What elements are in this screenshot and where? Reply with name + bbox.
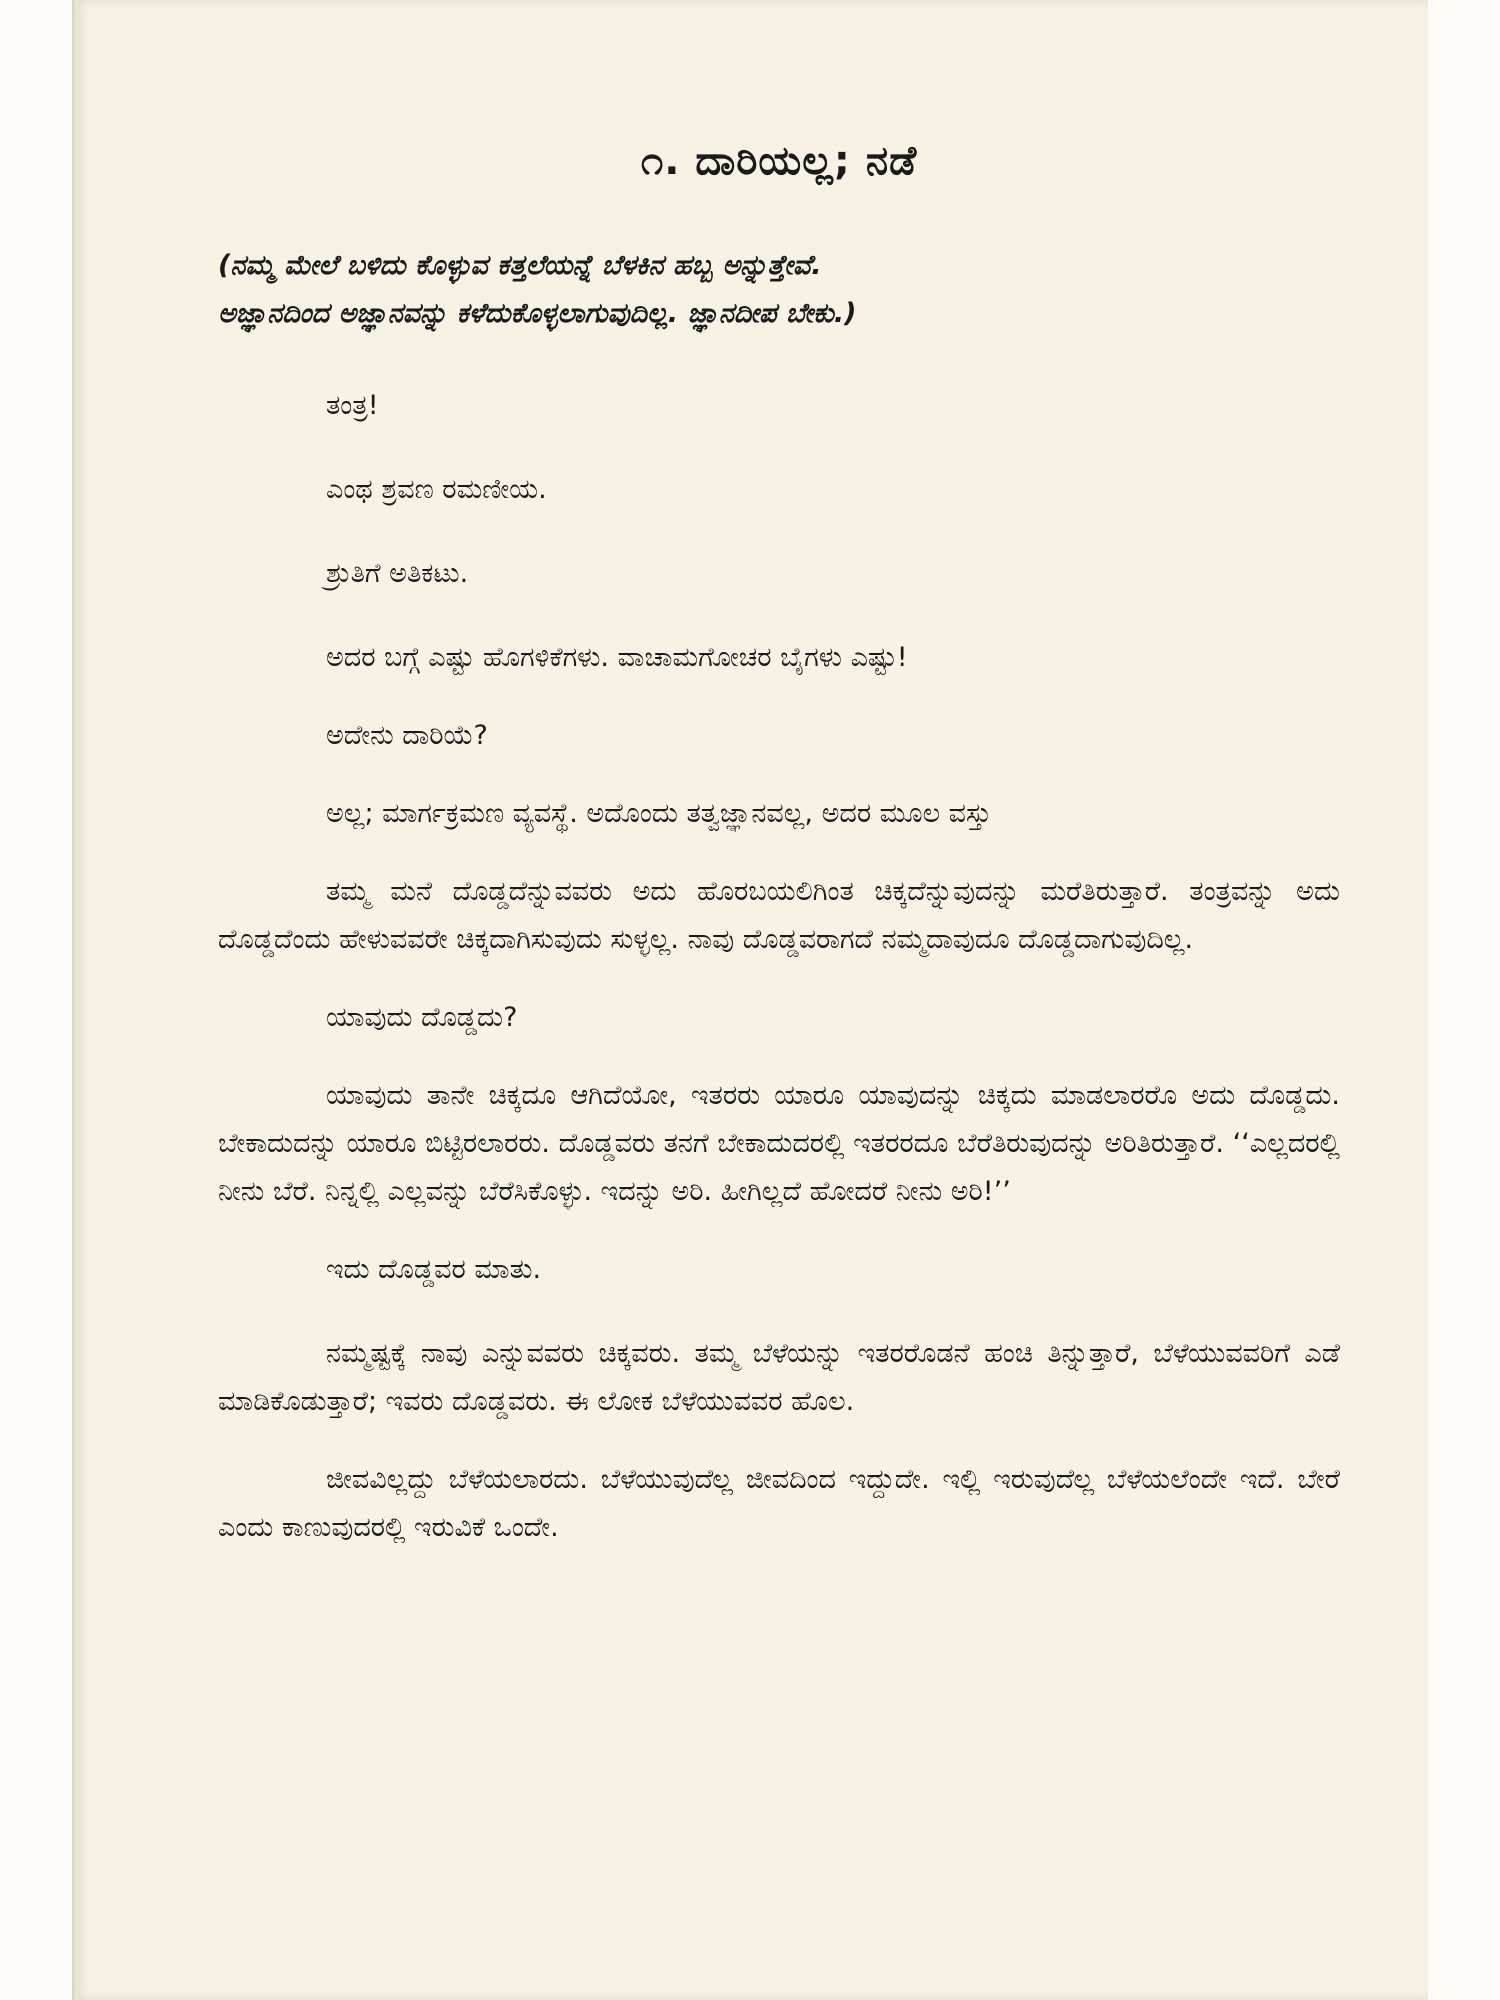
paragraph-11: ನಮ್ಮಷ್ಟಕ್ಕೆ ನಾವು ಎನ್ನುವವರು ಚಿಕ್ಕವರು. ತಮ್ಮ ಬೆಳೆಯನ್ನು ಇತರರೊಡನೆ ಹಂಚಿ ತಿನ್ನುತ್ತಾರೆ, ಬೆಳೆಯುವವರಿಗೆ ಎಡೆ ಮಾಡಿಕೊಡುತ್ತಾರೆ; ಇವರು ದೊಡ್ಡವರು. ಈ ಲೋಕ ಬೆಳೆಯುವವರ ಹೊಲ. xyxy=(218,1338,1340,1417)
paragraph-6: ಅಲ್ಲ; ಮಾರ್ಗಕ್ರಮಣ ವ್ಯವಸ್ಥೆ. ಅದೊಂದು ತತ್ವಜ್ಞಾನವಲ್ಲ, ಅದರ ಮೂಲ ವಸ್ತು xyxy=(326,798,992,829)
chapter-preface: (ನಮ್ಮ ಮೇಲೆ ಬಳಿದು ಕೊಳ್ಳುವ ಕತ್ತಲೆಯನ್ನೆ ಬೆಳಕಿನ ಹಬ್ಬ ಅನ್ನುತ್ತೇವೆ. ಅಜ್ಞಾನದಿಂದ ಅಜ್ಞಾನವನ್ನು ಕಳೆದುಕೊಳ್ಳಲಾಗುವುದಿಲ್ಲ. ಜ್ಞಾನದೀಪ ಬೇಕು.) xyxy=(218,250,857,329)
paragraph-7: ತಮ್ಮ ಮನೆ ದೊಡ್ಡದೆನ್ನುವವರು ಅದು ಹೊರಬಯಲಿಗಿಂತ ಚಿಕ್ಕದೆನ್ನುವುದನ್ನು ಮರೆತಿರುತ್ತಾರೆ. ತಂತ್ರವನ್ನು ಅದು ದೊಡ್ಡದೆಂದು ಹೇಳುವವರೇ ಚಿಕ್ಕದಾಗಿಸುವುದು ಸುಳ್ಳಲ್ಲ. ನಾವು ದೊಡ್ಡವರಾಗದೆ ನಮ್ಮದಾವುದೂ ದೊಡ್ಡದಾಗುವುದಿಲ್ಲ. xyxy=(218,876,1340,955)
paragraph-2: ಎಂಥ ಶ್ರವಣ ರಮಣೀಯ. xyxy=(326,474,547,505)
paragraph-8: ಯಾವುದು ದೊಡ್ಡದು? xyxy=(326,1002,518,1033)
paragraph-5: ಅದೇನು ದಾರಿಯೆ? xyxy=(326,720,488,751)
paragraph-9: ಯಾವುದು ತಾನೇ ಚಿಕ್ಕದೂ ಆಗಿದೆಯೋ, ಇತರರು ಯಾರೂ ಯಾವುದನ್ನು ಚಿಕ್ಕದು ಮಾಡಲಾರರೊ ಅದು ದೊಡ್ಡದು. ಬೇಕಾದುದನ್ನು ಯಾರೂ ಬಿಟ್ಟಿರಲಾರರು. ದೊಡ್ಡವರು ತನಗೆ ಬೇಕಾದುದರಲ್ಲಿ ಇತರರದೂ ಬೆರೆತಿರುವುದನ್ನು ಅರಿತಿರುತ್ತಾರೆ. ‘‘ಎಲ್ಲದರಲ್ಲಿ ನೀನು ಬೆರೆ. ನಿನ್ನಲ್ಲಿ ಎಲ್ಲವನ್ನು ಬೆರೆಸಿಕೊಳ್ಳು. ಇದನ್ನು ಅರಿ. ಹೀಗಿಲ್ಲದೆ ಹೋದರೆ ನೀನು ಅರಿ!’’ xyxy=(218,1080,1340,1207)
paragraph-10: ಇದು ದೊಡ್ಡವರ ಮಾತು. xyxy=(326,1254,542,1285)
paragraph-1: ತಂತ್ರ! xyxy=(326,390,379,421)
paragraph-4: ಅದರ ಬಗ್ಗೆ ಎಷ್ಟು ಹೊಗಳಿಕೆಗಳು. ವಾಚಾಮಗೋಚರ ಬೈಗಳು ಎಷ್ಟು! xyxy=(326,642,908,673)
page-content xyxy=(218,138,1340,1582)
paragraph-3: ಶ್ರುತಿಗೆ ಅತಿಕಟು. xyxy=(326,558,469,589)
chapter-title: ೧. ದಾರಿಯಲ್ಲ; ನಡೆ xyxy=(640,138,918,184)
paragraph-12: ಜೀವವಿಲ್ಲದ್ದು ಬೆಳೆಯಲಾರದು. ಬೆಳೆಯುವುದೆಲ್ಲ ಜೀವದಿಂದ ಇದ್ದುದೇ. ಇಲ್ಲಿ ಇರುವುದೆಲ್ಲ ಬೆಳೆಯಲೆಂದೇ ಇದೆ. ಬೇರೆ ಎಂದು ಕಾಣುವುದರಲ್ಲಿ ಇರುವಿಕೆ ಒಂದೇ. xyxy=(218,1464,1340,1543)
page-binding-edge xyxy=(72,0,78,2000)
